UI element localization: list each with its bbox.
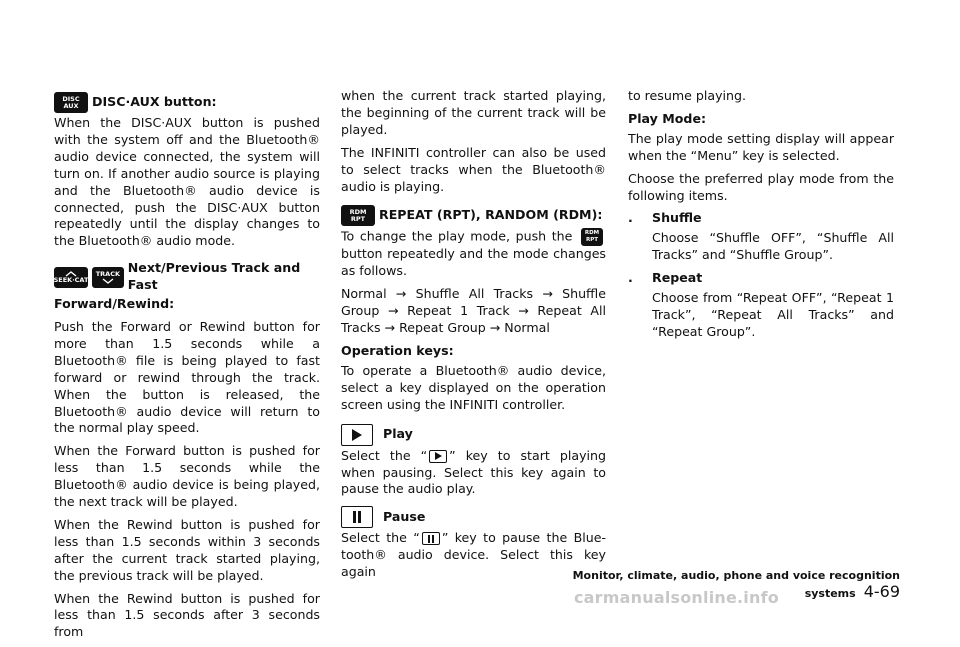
track-buttons-row [54, 260, 320, 294]
disc-aux-heading: DISC·AUX button: [92, 94, 217, 110]
pause-icon [352, 511, 362, 523]
rdm-rpt-inline-icon [581, 228, 603, 246]
rdm-label: RDM [349, 207, 367, 216]
shuffle-label: Shuffle [652, 210, 702, 226]
resume-paragraph: to resume playing. [628, 88, 746, 103]
aux-label: AUX [63, 101, 79, 110]
track-button-icon [92, 267, 124, 288]
shuffle-description: Choose “Shuffle OFF”, “Shuffle All Tracks” and “Shuffle Group”. [652, 230, 894, 263]
track-heading-a: Next/Previous Track and Fast [127, 260, 301, 293]
disc-aux-row [54, 92, 320, 113]
mode-sequence: Normal → Shuffle All Tracks → Shuffle Group → Repeat 1 Track → Repeat All Tracks → Repeat Group → Normal [341, 286, 606, 336]
infiniti-paragraph: The INFINITI controller can also be used to select tracks when the Bluetooth® audio is playing. [341, 144, 606, 194]
disc-aux-paragraph: When the DISC·AUX button is pushed with the system off and the Bluetooth® audio device connected, the system will turn on. If another audio source is playing and the Bluetooth® audio device is connected, push the DISC·AUX button repeatedly until the display changes to the Bluetooth® audio mode. [54, 115, 320, 249]
rpt-label: RPT [350, 214, 366, 223]
continued-paragraph: when the current track started playing, the beginning of the current track will be played. [341, 88, 606, 137]
disc-label: DISC [62, 94, 80, 103]
repeat-label: Repeat [652, 270, 703, 286]
shuffle-bullet [628, 210, 894, 227]
play-row [341, 424, 606, 446]
operation-keys-heading: Operation keys: [341, 342, 454, 358]
play-paragraph-b: ” key to start playing when pausing. Select this key again to pause the audio play. [341, 447, 606, 497]
play-mode-heading: Play Mode: [628, 110, 707, 126]
repeat-bullet [628, 270, 894, 287]
track-heading-b: Forward/Rewind: [54, 296, 175, 312]
play-paragraph-a: Select the “ [341, 447, 428, 463]
rdm-paragraph-b: button repeatedly and the mode changes as follows. [341, 246, 606, 279]
pause-key-icon [341, 506, 373, 528]
track-paragraph-2: When the Forward button is pushed for less than 1.5 seconds while the Bluetooth® audio device is being played, the next track will be played. [54, 443, 320, 510]
watermark: carmanualsonline.info [574, 588, 779, 607]
track-label: TRACK [95, 269, 121, 278]
pause-row [341, 506, 606, 528]
play-mode-paragraph-2: Choose the preferred play mode from the following items. [628, 170, 894, 203]
rdm-paragraph [341, 228, 606, 280]
play-key-icon [341, 424, 373, 446]
play-inline-icon [429, 450, 447, 463]
repeat-description: Choose from “Repeat OFF”, “Repeat 1 Track”, “Repeat All Tracks” and “Repeat Group”. [652, 290, 894, 339]
rpt-inline-label: RPT [585, 237, 599, 244]
play-paragraph [341, 448, 606, 499]
pause-inline-icon [422, 532, 440, 545]
rdm-rpt-row [341, 205, 606, 226]
rdm-paragraph-a: To change the play mode, push the [341, 228, 573, 244]
pause-heading: Pause [383, 508, 426, 524]
bullet-dot: . [628, 270, 633, 286]
bullet-dot: . [628, 210, 633, 226]
track-paragraph-3: When the Rewind button is pushed for less than 1.5 seconds within 3 seconds after the current track started playing, the previous track will be played. [54, 516, 320, 583]
chevron-down-icon [102, 278, 114, 284]
seek-cat-button-icon [54, 267, 88, 288]
disc-aux-button-icon [54, 92, 88, 113]
rdm-rpt-button-icon [341, 205, 375, 226]
play-mode-paragraph-1: The play mode setting display will appear when the “Menu” key is selected. [628, 130, 894, 163]
column-1 [54, 88, 320, 647]
track-paragraph-1: Push the Forward or Rewind button for more than 1.5 seconds while a Bluetooth® file is being played to fast forward or rewind through the track. When the button is released, the Bluetooth® audio device will return to the normal play speed. [54, 318, 320, 436]
pause-paragraph-b: ” key to pause the Blue-tooth® audio device. Select this key again [341, 530, 606, 580]
column-2 [341, 88, 606, 587]
rdm-heading: REPEAT (RPT), RANDOM (RDM): [379, 207, 603, 223]
seek-cat-label: SEEK·CAT [53, 275, 89, 284]
page-number: 4-69 [863, 582, 900, 601]
footer-section-title: Monitor, climate, audio, phone and voice recognition systems [572, 569, 900, 600]
column-3 [628, 88, 894, 347]
play-heading: Play [383, 426, 413, 442]
rdm-inline-label: RDM [584, 230, 600, 237]
track-paragraph-4: When the Rewind button is pushed for less than 1.5 seconds after 3 seconds from [54, 590, 320, 640]
operation-keys-paragraph: To operate a Bluetooth® audio device, select a key displayed on the operation screen using the INFINITI controller. [341, 362, 606, 412]
pause-paragraph-a: Select the “ [341, 530, 420, 546]
play-icon [351, 429, 363, 441]
